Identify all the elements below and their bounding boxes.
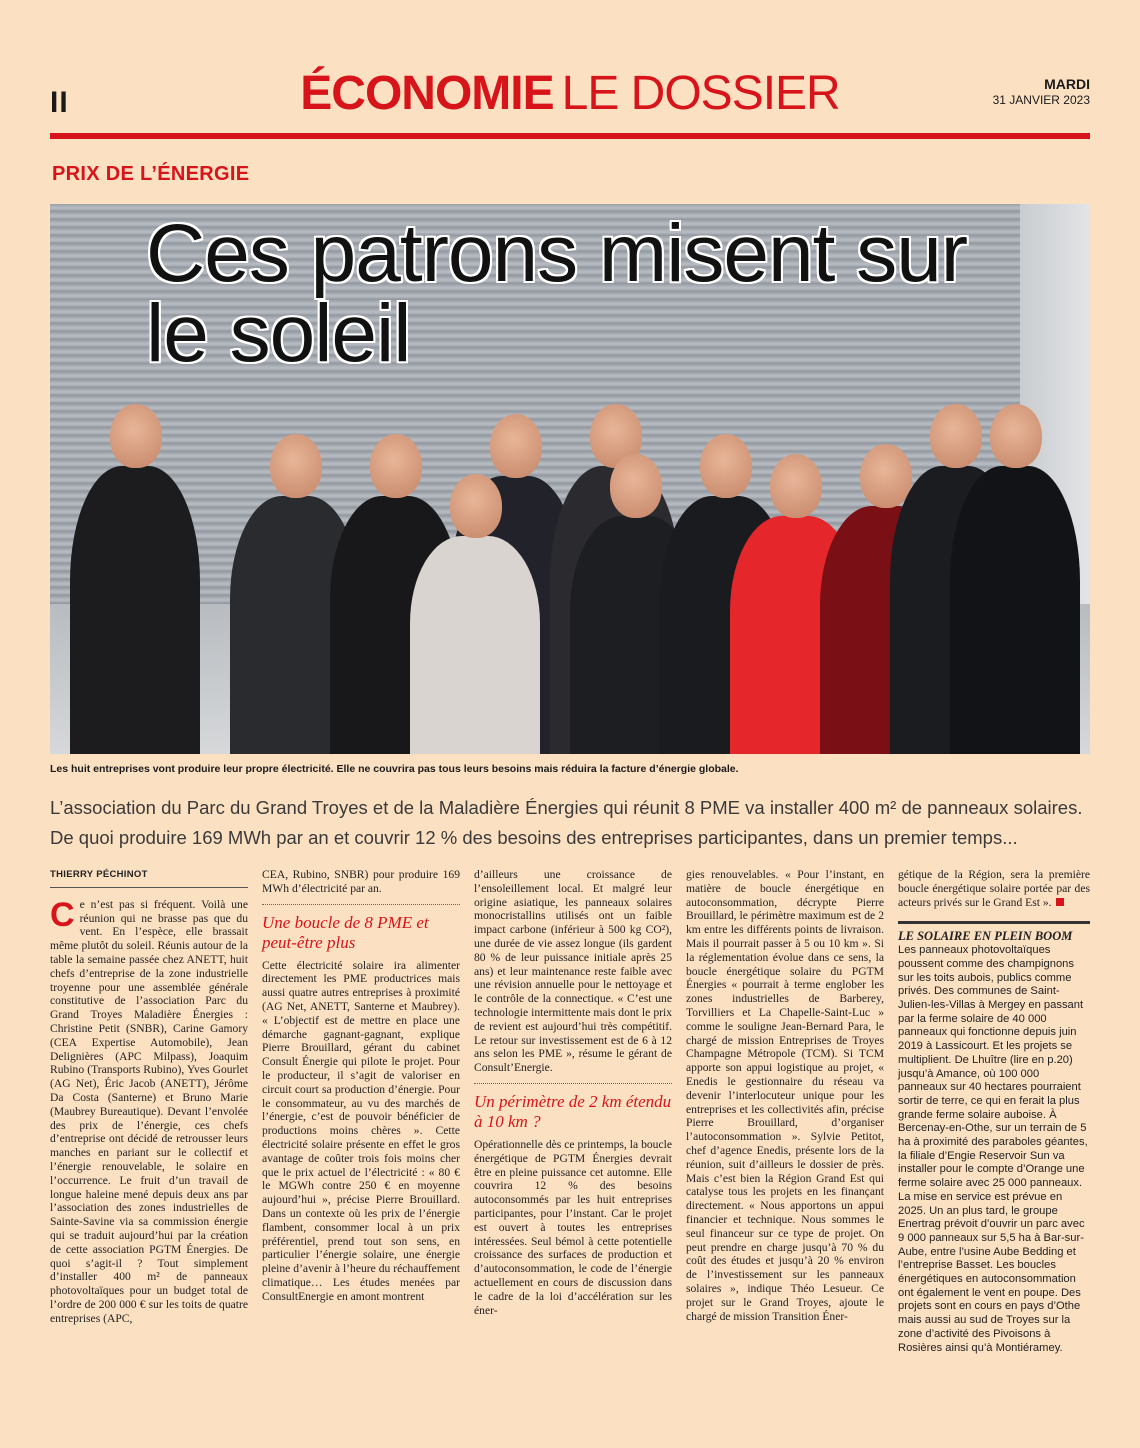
person-silhouette bbox=[950, 404, 1080, 754]
sidebar-title: LE SOLAIRE EN PLEIN BOOM bbox=[898, 921, 1090, 944]
end-mark-icon bbox=[1056, 898, 1064, 906]
col5-text bbox=[898, 868, 1090, 909]
column-3 bbox=[474, 868, 672, 1317]
date-block bbox=[993, 76, 1090, 107]
person-body bbox=[70, 466, 200, 754]
sidebar-body: Les panneaux photovoltaïques poussent comme des champignons sur les toits aubois, publics comme privés. Des communes de Saint-Julien-les-Villas à Mergey en passant par la ferme solaire de 40 000 panneaux qui fonctionne depuis juin 2019 à Lassicourt. Et les projets se multiplient. De Lhuître (lire en p.20) jusqu’à Amance, où 100 000 panneaux sur 40 hectares pourraient sortir de terre, ce qui en ferait la plus grande ferme solaire auboise. À Bercenay-en-Othe, sur un terrain de 5 ha à proximité des paraboles géantes, la filiale d’Engie Reservoir Sun va installer pour le compte d’Orange une ferme solaire avec 25 000 panneaux. La mise en service est prévue en 2025. Un an plus tard, le groupe Enertrag prévoit d’ouvrir un parc avec 9 000 panneaux sur 5,5 ha à Bar-sur-Aube, entre l’usine Aube Bedding et l’entreprise Basset. Les boucles énergétiques en autoconsommation ont également le vent en poupe. Des projets sont en cours en pays d’Othe mais aussi au sud de Troyes sur la zone d’activité des Pivoisons à Rosières ainsi qu’à Montiéramey. bbox=[898, 944, 1088, 1354]
paragraph bbox=[50, 895, 248, 1326]
person-head bbox=[610, 454, 662, 518]
column-1 bbox=[50, 868, 248, 1326]
section-label: PRIX DE L’ÉNERGIE bbox=[52, 163, 250, 185]
person-silhouette bbox=[70, 404, 200, 754]
article-columns bbox=[50, 868, 1090, 1428]
person-head bbox=[450, 474, 502, 538]
subhead-1: Une boucle de 8 PME et peut-être plus bbox=[262, 904, 460, 953]
col2b-text: Cette électricité solaire ira alimenter directement les PME productrices mais aussi quatre autres entreprises à proximité (AG Net, ANETT, Santerne et Maubrey). « L’objectif est de mettre en place une démarche gagnant-gagnant, explique Pierre Brouillard, gérant du cabinet Consult Énergie qui pilote le projet. Pour le producteur, il s’agit de valoriser en circuit court sa production d’énergie. Pour le consommateur, au vu des marchés de l’énergie, c’est de pouvoir bénéficier de productions moins chères ». Cette électricité solaire présente en effet le gros avantage de coûter trois fois moins cher que le prix actuel de l’électricité : « 80 € le MGWh contre 250 € en moyenne aujourd’hui », précise Pierre Brouillard. Dans un contexte où les prix de l’énergie flambent, consommer local à un prix préférentiel, prend tout son sens, en particulier l’énergie solaire, une énergie pleine d’avenir à l’heure du réchauffement climatique… Les études menées par ConsultEnergie en amont montrent bbox=[262, 958, 460, 1303]
person-head bbox=[490, 414, 542, 478]
col5-body: gétique de la Région, sera la première boucle énergétique solaire portée par des acteurs privés sur le Grand Est ». bbox=[898, 868, 1090, 909]
person-head bbox=[990, 404, 1042, 468]
chapo: L’association du Parc du Grand Troyes et de la Maladière Énergies qui réunit 8 PME va installer 400 m² de panneaux solaires. De quoi produire 169 MWh par an et couvrir 12 % des besoins des entreprises participantes, dans un premier temps... bbox=[50, 797, 1083, 848]
person-head bbox=[110, 404, 162, 468]
page-number: II bbox=[50, 86, 69, 119]
section-header bbox=[0, 67, 1140, 120]
subhead-2: Un périmètre de 2 km étendu à 10 km ? bbox=[474, 1083, 672, 1132]
photo-caption: Les huit entreprises vont produire leur propre électricité. Elle ne couvrira pas tous leurs besoins mais réduira la facture d’énergie globale. bbox=[50, 763, 739, 775]
group-photo bbox=[50, 204, 1090, 754]
column-5 bbox=[898, 868, 1090, 1355]
col3a-text: d’ailleurs une croissance de l’ensoleillement local. Et malgré leur origine asiatique, les panneaux solaires monocristallins utilisés ont un faible impact carbone (inférieur à 500 kg CO²), une durée de vie assez longue (ils gardent 80 % de leur puissance initiale après 25 ans) et leur maintenance reste faible avec une révision annuelle pour le nettoyage et le contrôle de la connectique. « C’est une technologie intermittente mais dont le prix de revient est aujourd’hui très compétitif. Le retour sur investissement est de 6 à 12 ans selon les PME », résume le gérant de Consult’Energie. bbox=[474, 868, 672, 1075]
person-head bbox=[270, 434, 322, 498]
date-day: MARDI bbox=[1044, 76, 1090, 92]
header-rule bbox=[50, 133, 1090, 139]
person-body bbox=[950, 466, 1080, 754]
byline: THIERRY PÉCHINOT bbox=[50, 868, 248, 888]
column-4 bbox=[686, 868, 884, 1323]
col1-text: e n’est pas si fréquent. Voilà une réunion qui ne brasse pas que du vent. En l’espèce, elle brassait même plutôt du soleil. Réunis autour de la table la semaine passée chez ANETT, huit chefs d’entreprise de la zone industrielle troyenne pour une assemblée générale constitutive de l’association Parc du Grand Troyes Maladière Énergies : Christine Petit (SNBR), Carine Gamory (CEA Expertise Automobile), Jean Delignières (APC Milpass), Joaquim Rubino (Transports Rubino), Yves Gourlet (AG Net), Éric Jacob (ANETT), Jérôme Da Costa (Santerne) et Bruno Marie (Maubrey Bureautique). Devant l’envolée des prix de l’énergie, ces chefs d’entreprise ont décidé de retrousser leurs manches en pariant sur le collectif et l’énergie renouvelable, le solaire en l’occurrence. Le fruit d’un travail de longue haleine mené depuis deux ans par l’association des zones industrielles de Sainte-Savine via sa commission énergie qui se traduit aujourd’hui par la création de cette association PGTM Énergies. De quoi s’agit-il ? Tout simplement d’installer 400 m² de panneaux photovoltaïques pour un budget total de l’ordre de 200 000 € sur les toits de quatre entreprises (APC, bbox=[50, 897, 248, 1325]
col3b-text: Opérationnelle dès ce printemps, la boucle énergétique de PGTM Énergies devrait être en pleine puissance cet automne. Elle couvrira 12 % des besoins autoconsommés par les huit entreprises participantes, pour l’instant. Car le projet est ouvert à toutes les entreprises intéressées. Seul bémol à cette potentielle croissance des surfaces de production et d’autoconsommation, le code de l’énergie actuellement en cours de discussion dans le cadre de la loi d’accélération sur les éner- bbox=[474, 1137, 672, 1317]
headline: Ces patrons misent sur le soleil bbox=[146, 208, 968, 380]
column-2 bbox=[262, 868, 460, 1304]
person-silhouette bbox=[410, 474, 540, 754]
date-full: 31 JANVIER 2023 bbox=[992, 92, 1090, 107]
person-body bbox=[410, 536, 540, 754]
section-header-light: LE DOSSIER bbox=[561, 67, 840, 120]
col2a-text: CEA, Rubino, SNBR) pour produire 169 MWh d’électricité par an. bbox=[262, 868, 460, 895]
col4-text: gies renouvelables. « Pour l’instant, en matière de boucle énergétique en autoconsommation, décrypte Pierre Brouillard, le périmètre maximum est de 2 km entre les différents points de livraison. Mais il pourrait passer à 5 ou 10 km ». Si la réglementation évolue dans ce sens, la boucle énergétique solaire du PGTM Énergies « pourrait à terme englober les zones industrielles de Barberey, Torvilliers et La Chapelle-Saint-Luc » comme le souligne Jean-Bernard Para, le chargé de mission Entreprises de Troyes Champagne Métropole (TCM). Si TCM apporte son appui logistique au projet, « Enedis le gestionnaire du réseau va devenir l’interlocuteur unique pour les entreprises et les collectivités afin, précise Pierre Brouillard, d’organiser l’autoconsommation ». Sylvie Petitot, chef d’agence Enedis, présente lors de la réunion, suit d’ailleurs le dossier de près. Mais c’est bien la Région Grand Est qui catalyse tous les projets en les finançant directement. « Nous apportons un appui financier et technique. Nous sommes le seul financeur sur ce type de projet. On peut prendre en charge jusqu’à 70 % du coût des études et jusqu’à 20 % environ de l’investissement sur les panneaux solaires », indique Théo Lesueur. Ce projet sur le Grand Troyes, ajoute le chargé de mission Transition Éner- bbox=[686, 868, 884, 1323]
person-head bbox=[770, 454, 822, 518]
section-header-strong: ÉCONOMIE bbox=[300, 67, 554, 120]
dropcap: C bbox=[50, 895, 75, 934]
